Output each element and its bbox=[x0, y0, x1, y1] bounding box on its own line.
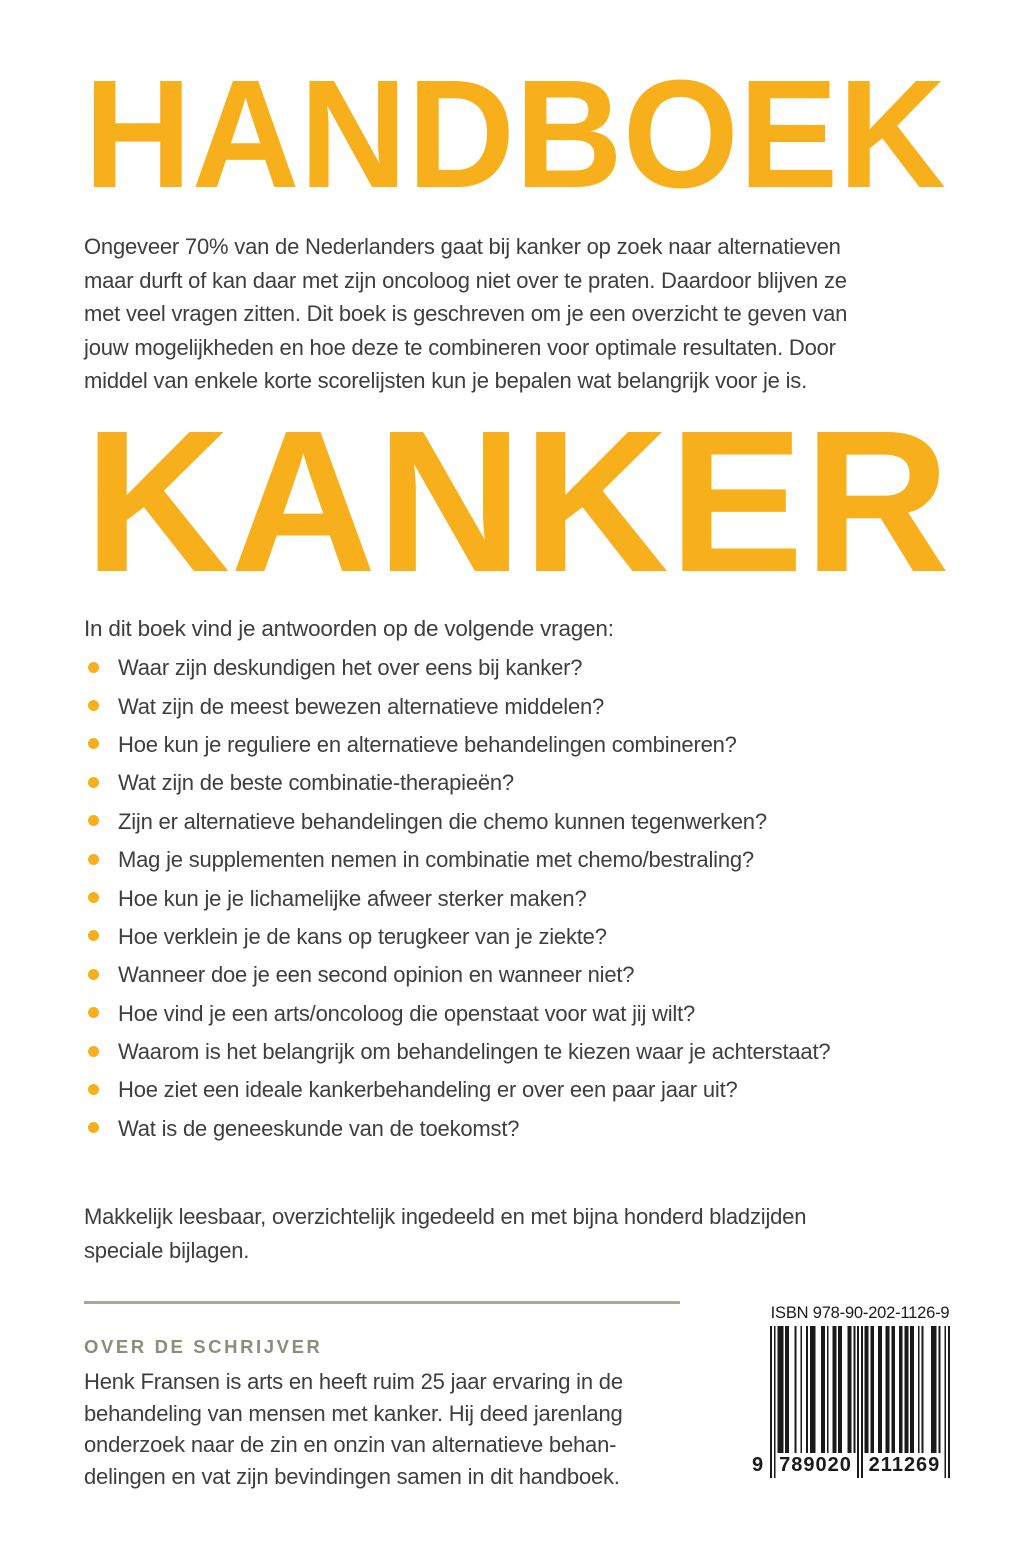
intro-line: jouw mogelijkheden en hoe deze te combineren voor optimale resultaten. Door bbox=[84, 334, 836, 360]
about-author-heading: OVER DE SCHRIJVER bbox=[84, 1336, 323, 1357]
intro-line: middel van enkele korte scorelijsten kun je bepalen wat belangrijk voor je is. bbox=[84, 368, 808, 393]
intro-line: maar durft of kan daar met zijn oncoloog niet over te praten. Daardoor blijven ze bbox=[84, 267, 847, 293]
bullet-icon bbox=[88, 892, 99, 903]
question-item bbox=[84, 1110, 830, 1148]
bio-line: Henk Fransen is arts en heeft ruim 25 jaar ervaring in de bbox=[84, 1369, 623, 1394]
question-text: Wat is de geneeskunde van de toekomst? bbox=[118, 1115, 520, 1141]
bullet-icon bbox=[88, 777, 99, 788]
bullet-icon bbox=[88, 662, 99, 673]
closing-line: speciale bijlagen. bbox=[84, 1237, 250, 1263]
isbn-block bbox=[752, 1303, 967, 1476]
question-item bbox=[84, 687, 830, 725]
question-text: Waarom is het belangrijk om behandelingen te kiezen waar je achterstaat? bbox=[118, 1039, 831, 1065]
question-item bbox=[84, 803, 830, 841]
question-text: Wat zijn de beste combinatie-therapieën? bbox=[118, 770, 514, 796]
question-item bbox=[84, 918, 830, 956]
barcode-digit-group: 789020 bbox=[779, 1454, 852, 1476]
author-bio bbox=[84, 1366, 623, 1492]
question-item bbox=[84, 995, 830, 1033]
closing-line: Makkelijk leesbaar, overzichtelijk ingedeeld en met bijna honderd bladzijden bbox=[84, 1204, 807, 1229]
title-kanker bbox=[84, 424, 950, 574]
bullet-icon bbox=[88, 930, 99, 941]
title-handboek-text: HANDBOEK bbox=[84, 76, 946, 190]
question-item bbox=[84, 764, 830, 802]
questions-heading: In dit boek vind je antwoorden op de volgende vragen: bbox=[84, 616, 614, 641]
intro-line: met veel vragen zitten. Dit boek is geschreven om je een overzicht te geven van bbox=[84, 301, 848, 326]
question-item bbox=[84, 1071, 830, 1109]
section-divider bbox=[84, 1301, 680, 1304]
question-text: Hoe verklein je de kans op terugkeer van je ziekte? bbox=[118, 923, 607, 949]
bullet-icon bbox=[88, 1007, 99, 1018]
bullet-icon bbox=[88, 969, 99, 980]
bullet-icon bbox=[88, 1046, 99, 1057]
intro-line: Ongeveer 70% van de Nederlanders gaat bij kanker op zoek naar alternatieven bbox=[84, 234, 841, 259]
bullet-icon bbox=[88, 815, 99, 826]
isbn-label: ISBN 978-90-202-1126-9 bbox=[770, 1304, 950, 1322]
barcode-digit-group: 9 bbox=[752, 1454, 765, 1476]
question-item bbox=[84, 649, 830, 687]
question-text: Wat zijn de meest bewezen alternatieve middelen? bbox=[118, 693, 605, 719]
bio-line: onderzoek naar de zin en onzin van alternatieve behan- bbox=[84, 1432, 617, 1457]
intro-paragraph bbox=[84, 230, 847, 398]
question-item bbox=[84, 841, 830, 879]
question-item bbox=[84, 726, 830, 764]
bullet-icon bbox=[88, 700, 99, 711]
question-item bbox=[84, 879, 830, 917]
bio-line: behandeling van mensen met kanker. Hij deed jarenlang bbox=[84, 1400, 623, 1426]
question-text: Wanneer doe je een second opinion en wanneer niet? bbox=[118, 962, 635, 988]
barcode-digit-group: 211269 bbox=[868, 1454, 941, 1476]
questions-list bbox=[84, 649, 830, 1148]
bullet-icon bbox=[88, 738, 99, 749]
question-text: Mag je supplementen nemen in combinatie met chemo/bestraling? bbox=[118, 847, 754, 873]
bullet-icon bbox=[88, 854, 99, 865]
question-text: Waar zijn deskundigen het over eens bij kanker? bbox=[118, 655, 583, 681]
closing-paragraph bbox=[84, 1200, 806, 1267]
question-item bbox=[84, 1033, 830, 1071]
question-text: Zijn er alternatieve behandelingen die chemo kunnen tegenwerken? bbox=[118, 808, 767, 834]
title-handboek bbox=[84, 76, 946, 190]
barcode bbox=[752, 1326, 950, 1478]
question-text: Hoe kun je je lichamelijke afweer sterker maken? bbox=[118, 885, 587, 911]
question-text: Hoe kun je reguliere en alternatieve behandelingen combineren? bbox=[118, 731, 737, 757]
bio-line: delingen en vat zijn bevindingen samen in dit handboek. bbox=[84, 1463, 620, 1489]
question-text: Hoe vind je een arts/oncoloog die openstaat voor wat jij wilt? bbox=[118, 1000, 696, 1026]
title-kanker-text: KANKER bbox=[84, 424, 950, 574]
bullet-icon bbox=[88, 1084, 99, 1095]
question-item bbox=[84, 956, 830, 994]
bullet-icon bbox=[88, 1122, 99, 1133]
question-text: Hoe ziet een ideale kankerbehandeling er over een paar jaar uit? bbox=[118, 1077, 738, 1103]
